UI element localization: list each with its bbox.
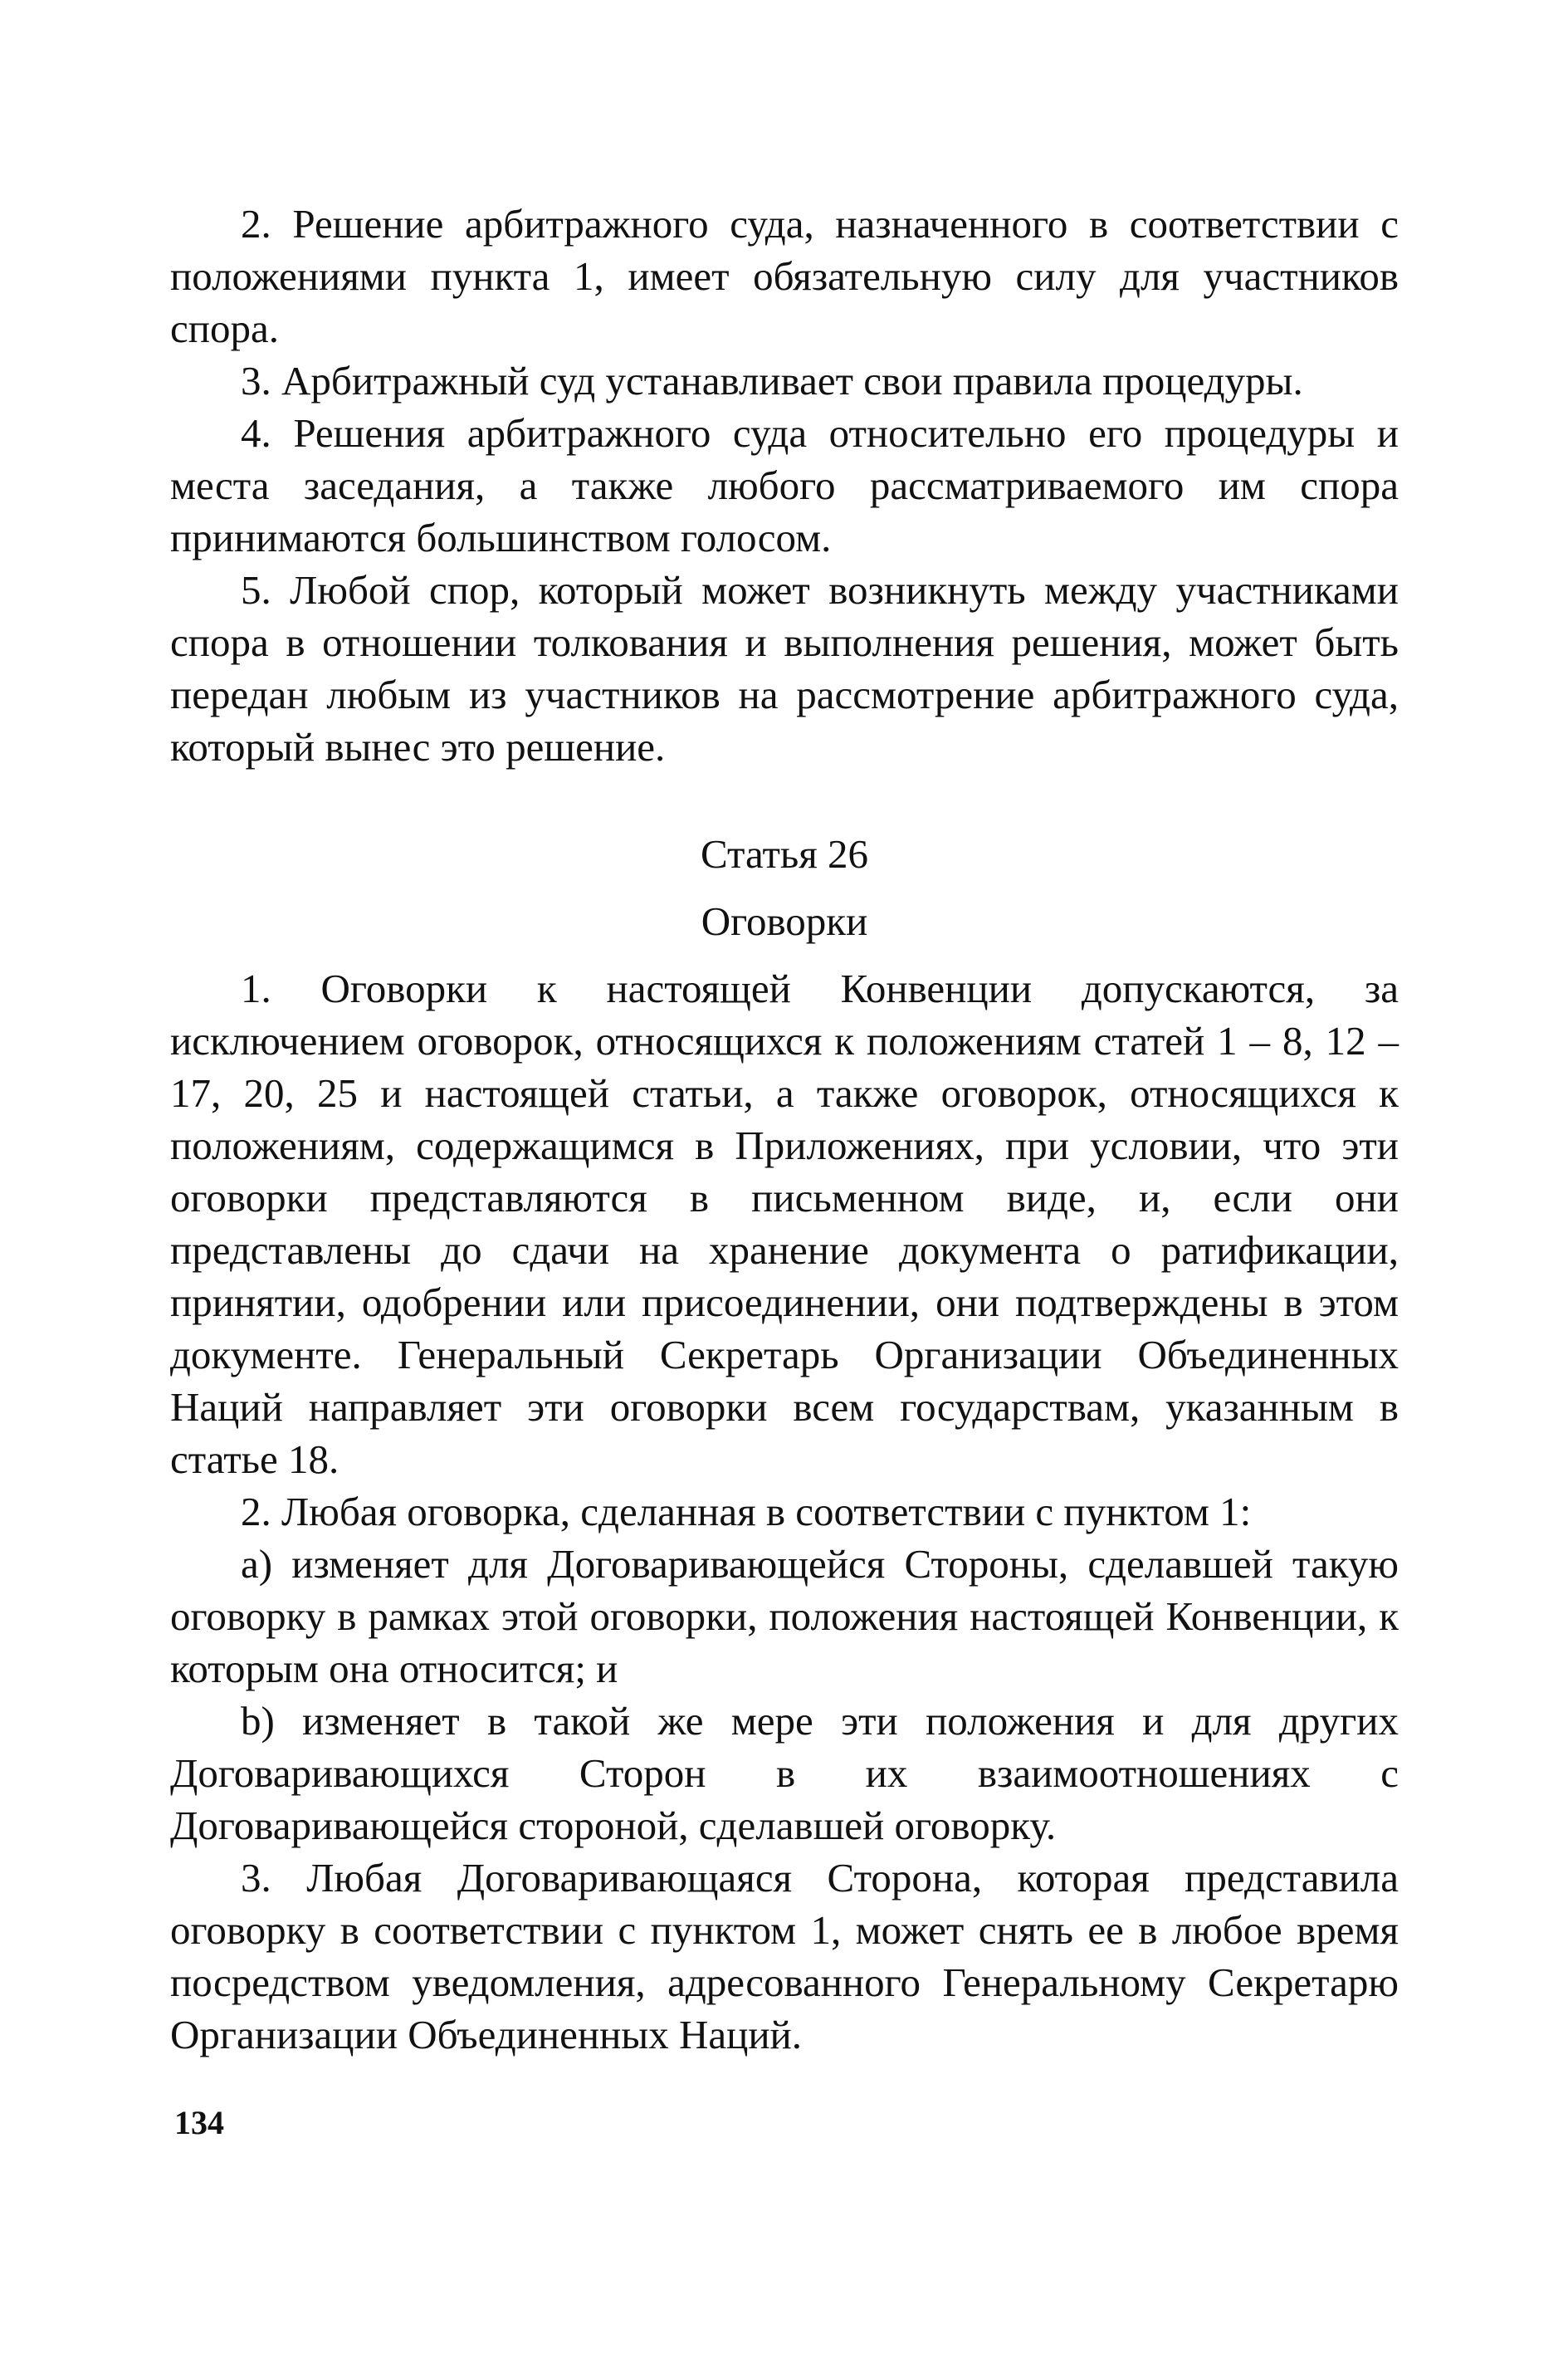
page-body — [170, 198, 1399, 2061]
article26-paragraph-2: 2. Любая оговорка, сделанная в соответствии с пунктом 1: — [241, 1489, 1252, 1534]
page-number: 134 — [174, 2104, 224, 2141]
article26-paragraph-3: 3. Любая Договаривающаяся Сторона, которая представила оговорку в соответствии с пунктом 1, может снять ее в любое время посредством уведомления, адресованного Генеральному Секретарю Организации Объединенных Наций. — [170, 1855, 1399, 2057]
article25-paragraph-2: 2. Решение арбитражного суда, назначенного в соответствии с положениями пункта 1, имеет обязательную силу для участников спора. — [170, 201, 1399, 351]
article25-paragraph-5: 5. Любой спор, который может возникнуть между участниками спора в отношении толкования и выполнения решения, может быть передан любым из участников на рассмотрение арбитражного суда, который вынес это решение. — [170, 567, 1399, 770]
article26-subparagraph-a: a) изменяет для Договаривающейся Стороны, сделавшей такую оговорку в рамках этой оговорки, положения настоящей Конвенции, к которым она относится; и — [170, 1541, 1399, 1691]
article26-title: Оговорки — [701, 898, 868, 944]
article26-number-heading: Статья 26 — [700, 831, 869, 877]
article26-paragraph-1: 1. Оговорки к настоящей Конвенции допускаются, за исключением оговорок, относящихся к положениям статей 1 – 8, 12 – 17, 20, 25 и настоящей статьи, а также оговорок, относящихся к положениям, содержащимся в Приложениях, при условии, что эти оговорки представляются в письменном виде, и, если они представлены до сдачи на хранение документа о ратификации, принятии, одобрении или присоединении, они подтверждены в этом документе. Генеральный Секретарь Организации Объединенных Наций направляет эти оговорки всем государствам, указанным в статье 18. — [170, 966, 1399, 1482]
article25-paragraph-4: 4. Решения арбитражного суда относительно его процедуры и места заседания, а также любого рассматриваемого им спора принимаются большинством голосом. — [170, 410, 1399, 560]
article25-paragraph-3: 3. Арбитражный суд устанавливает свои правила процедуры. — [241, 358, 1303, 404]
article26-subparagraph-b: b) изменяет в такой же мере эти положения и для других Договаривающихся Сторон в их взаимоотношениях с Договаривающейся стороной, сделавшей оговорку. — [170, 1698, 1399, 1848]
